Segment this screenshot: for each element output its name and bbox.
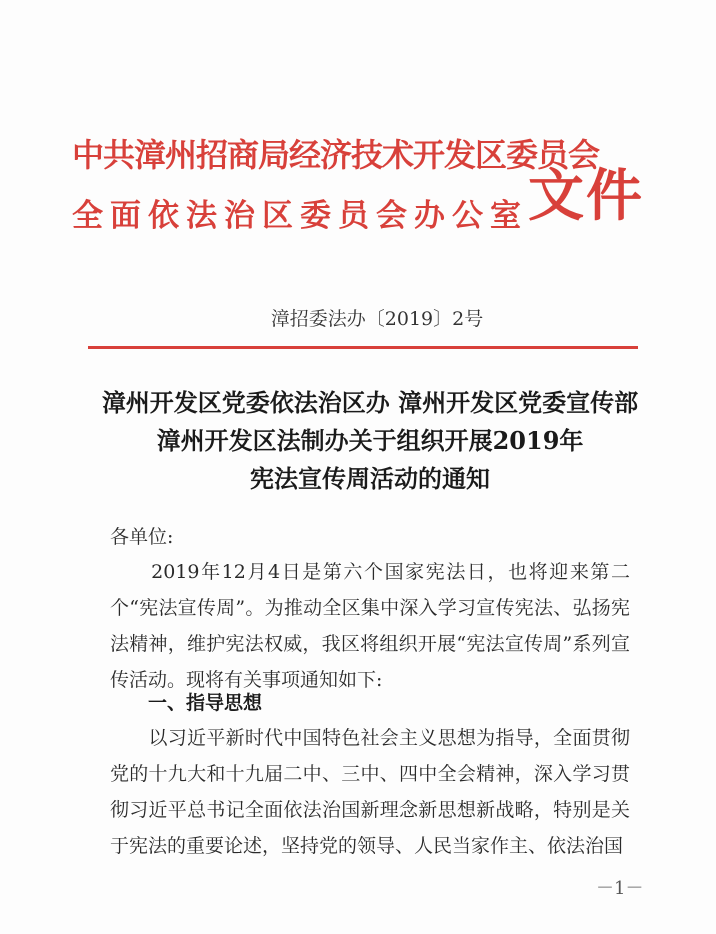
section-heading-guiding-ideology: 一、指导思想	[148, 692, 263, 714]
header-org-line2: 全面依法治区委员会办公室	[72, 198, 528, 234]
title-line-3: 宪法宣传周活动的通知	[250, 464, 490, 493]
page-number: －1－	[596, 878, 644, 899]
title-line-2: 漳州开发区法制办关于组织开展2019年	[156, 426, 584, 455]
document-number: 漳招委法办〔2019〕2号	[270, 308, 484, 330]
title-line-1: 漳州开发区党委依法治区办 漳州开发区党委宣传部	[101, 388, 639, 417]
paragraph-intro: 2019年12月4日是第六个国家宪法日，也将迎来第二个“宪法宣传周”。为推动全区集中深入学习宣传宪法、弘扬宪法精神，维护宪法权威，我区将组织开展“宪法宣传周”系列宣传活动。现将有关事项通知如下:	[110, 561, 630, 691]
document-title	[70, 384, 670, 498]
salutation: 各单位:	[110, 526, 174, 548]
header-org-line1: 中共漳州招商局经济技术开发区委员会	[72, 136, 600, 174]
paragraph-guiding-ideology: 以习近平新时代中国特色社会主义思想为指导，全面贯彻党的十九大和十九届二中、三中、四中全会精神，深入学习贯彻习近平总书记全面依法治国新理念新思想新战略，特别是关于宪法的重要论述，坚持党的领导、人民当家作主、依法治国	[110, 727, 630, 857]
red-divider-line	[88, 346, 638, 349]
header-wenjian: 文件	[528, 163, 644, 229]
